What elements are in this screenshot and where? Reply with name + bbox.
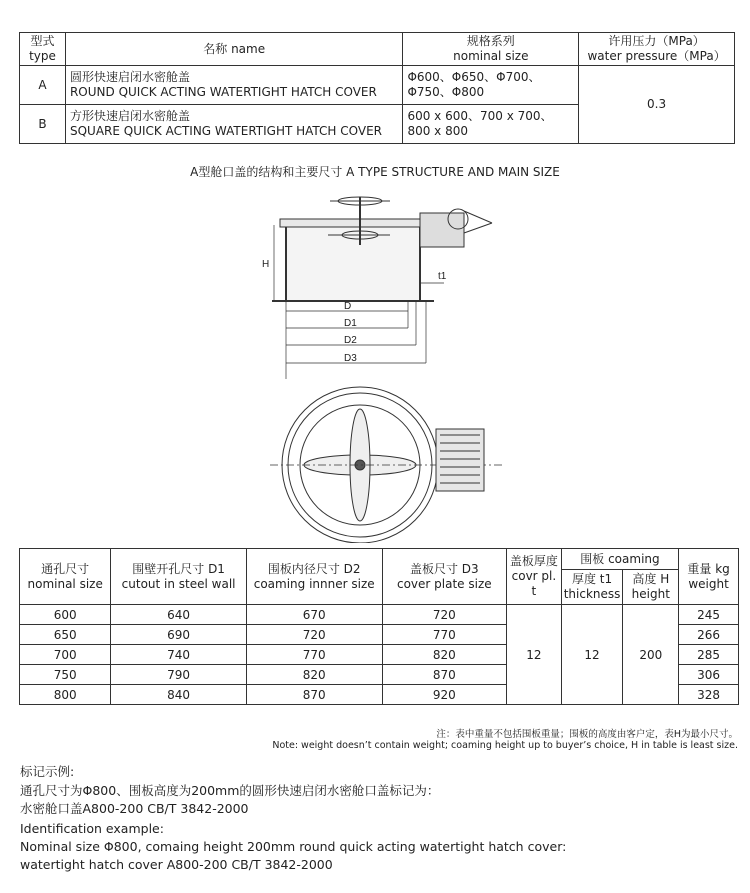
cell-d2: 720 — [246, 625, 382, 645]
cell-weight: 328 — [679, 685, 739, 705]
cell-d1: 640 — [111, 605, 246, 625]
example-heading-en: Identification example: — [20, 821, 164, 836]
spec-pressure-value: 0.3 — [579, 66, 735, 144]
cell-weight: 285 — [679, 645, 739, 665]
example-line-en-1: Nominal size Φ800, comaing height 200mm round quick acting watertight hatch cover: — [20, 839, 567, 854]
cell-d3: 720 — [382, 605, 507, 625]
cell-nominal: 800 — [20, 685, 111, 705]
spec-sizes: Φ600、Φ650、Φ700、 Φ750、Φ800 — [403, 66, 579, 105]
cell-weight: 306 — [679, 665, 739, 685]
cell-d3: 770 — [382, 625, 507, 645]
cell-d2: 670 — [246, 605, 382, 625]
label-d2: D2 — [344, 335, 357, 346]
cell-d1: 740 — [111, 645, 246, 665]
dim-header-d2: 围板内径尺寸 D2 coaming innner size — [246, 549, 382, 605]
cell-d1: 840 — [111, 685, 246, 705]
spec-header-type: 型式 type — [20, 33, 66, 66]
cell-weight: 245 — [679, 605, 739, 625]
dim-header-plate: 盖板厚度 covr pl. t — [507, 549, 562, 605]
table-row — [20, 605, 739, 625]
cell-d3: 920 — [382, 685, 507, 705]
note-en: Note: weight doesn’t contain weight; coaming height up to buyer’s choice, H in table is least size. — [272, 740, 738, 751]
cell-weight: 266 — [679, 625, 739, 645]
dim-header-row — [20, 549, 739, 570]
cell-nominal: 750 — [20, 665, 111, 685]
example-line-cn-1: 通孔尺寸为Φ800、围板高度为200mm的圆形快速启闭水密舱口盖标记为： — [20, 783, 440, 798]
dimension-table — [19, 548, 739, 705]
figure-caption: A型舱口盖的结构和主要尺寸 A TYPE STRUCTURE AND MAIN SIZE — [190, 165, 560, 179]
spec-sizes: 600 x 600、700 x 700、 800 x 800 — [403, 105, 579, 144]
cell-nominal: 700 — [20, 645, 111, 665]
side-view — [272, 197, 492, 379]
dim-header-thickness: 厚度 t1 thickness — [561, 570, 623, 605]
dim-header-d3: 盖板尺寸 D3 cover plate size — [382, 549, 507, 605]
cell-d3: 820 — [382, 645, 507, 665]
cell-d1: 790 — [111, 665, 246, 685]
spec-type: A — [20, 66, 66, 105]
top-view — [270, 387, 502, 543]
example-line-cn-2: 水密舱口盖A800-200 CB/T 3842-2000 — [20, 801, 249, 816]
cell-d2: 870 — [246, 685, 382, 705]
spec-table — [19, 32, 735, 144]
cell-coaming-height: 200 — [623, 605, 679, 705]
spec-type: B — [20, 105, 66, 144]
dim-header-coaming: 围板 coaming — [561, 549, 678, 570]
label-d1: D1 — [344, 318, 357, 329]
spec-header-series: 规格系列 nominal size — [403, 33, 579, 66]
label-h: H — [262, 259, 270, 270]
cell-coaming-thickness: 12 — [561, 605, 623, 705]
dim-header-weight: 重量 kg weight — [679, 549, 739, 605]
dim-header-nominal: 通孔尺寸 nominal size — [20, 549, 111, 605]
spec-header-row — [20, 33, 735, 66]
spec-row-a — [20, 66, 735, 105]
label-d3: D3 — [344, 353, 357, 364]
cell-nominal: 600 — [20, 605, 111, 625]
note-cn: 注：表中重量不包括围板重量；围板的高度由客户定，表H为最小尺寸。 — [436, 729, 738, 740]
cell-d3: 870 — [382, 665, 507, 685]
cell-d2: 770 — [246, 645, 382, 665]
hatch-cover-drawing — [240, 183, 510, 543]
cell-nominal: 650 — [20, 625, 111, 645]
cell-plate-thickness: 12 — [507, 605, 562, 705]
label-t1: t1 — [438, 271, 447, 282]
dim-header-height: 高度 H height — [623, 570, 679, 605]
spec-name: 方形快速启闭水密舱盖 SQUARE QUICK ACTING WATERTIGHT HATCH COVER — [65, 105, 402, 144]
spec-header-name: 名称 name — [65, 33, 402, 66]
spec-name: 圆形快速启闭水密舱盖 ROUND QUICK ACTING WATERTIGHT HATCH COVER — [65, 66, 402, 105]
label-d: D — [344, 301, 352, 312]
dim-header-d1: 围壁开孔尺寸 D1 cutout in steel wall — [111, 549, 246, 605]
example-heading-cn: 标记示例: — [20, 764, 75, 779]
cell-d2: 820 — [246, 665, 382, 685]
example-line-en-2: watertight hatch cover A800-200 CB/T 3842-2000 — [20, 857, 333, 872]
spec-header-pressure: 许用压力（MPa） water pressure（MPa） — [579, 33, 735, 66]
cell-d1: 690 — [111, 625, 246, 645]
